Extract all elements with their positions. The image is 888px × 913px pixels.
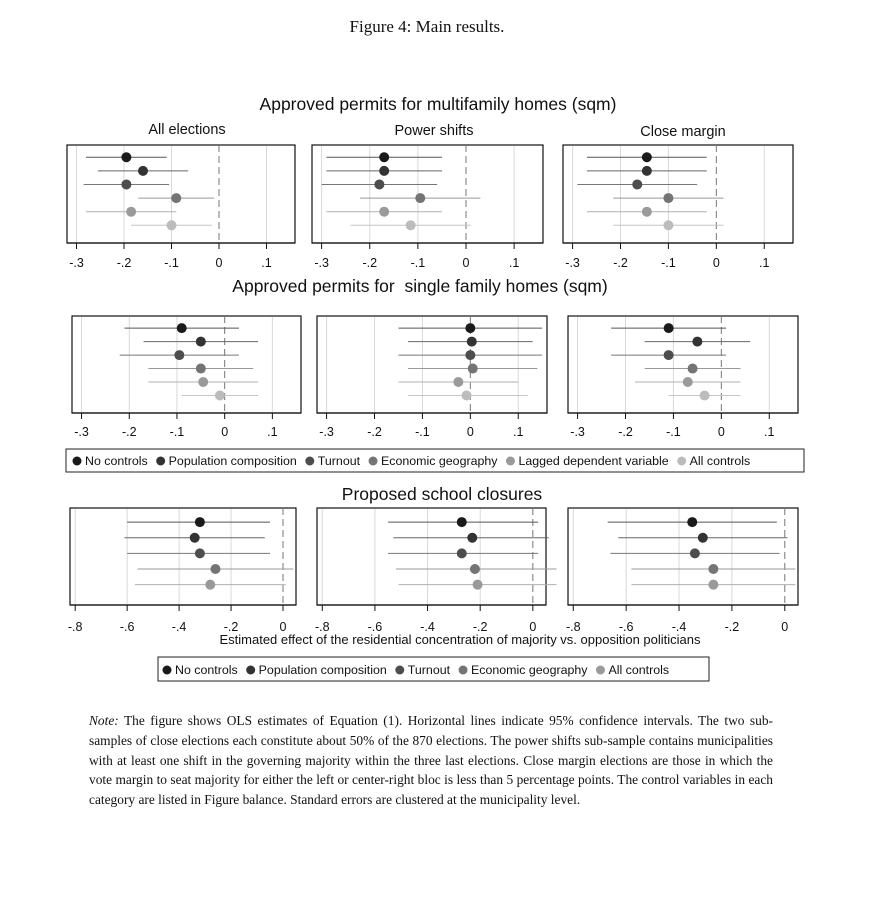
x-tick-label: -.3 [314, 256, 329, 270]
x-tick-label: -.3 [74, 425, 89, 439]
x-tick-label: -.2 [121, 425, 137, 439]
x-tick-label: -.2 [223, 620, 239, 634]
legend-top [73, 454, 751, 468]
legend-entry-label: Population composition [258, 663, 387, 677]
x-tick-label: -.2 [367, 425, 382, 439]
figure-caption: Figure 4: Main results. [349, 17, 505, 36]
estimate-point [708, 580, 718, 590]
x-tick-label: -.3 [570, 425, 585, 439]
estimate-point [379, 207, 389, 217]
figure-note [89, 711, 773, 810]
x-tick-label: -.1 [410, 256, 426, 270]
estimate-point [174, 350, 184, 360]
x-tick-label: 0 [781, 620, 789, 634]
estimate-point [642, 166, 652, 176]
x-tick-label: -.3 [319, 425, 334, 439]
panel-frame [312, 145, 543, 243]
x-tick-label: -.1 [169, 425, 185, 439]
x-tick-label: -.6 [119, 620, 135, 634]
panel-r2-p0 [68, 508, 296, 634]
x-tick-label: -.2 [472, 620, 488, 634]
legend-entry-label: Turnout [407, 663, 451, 677]
legend-marker [369, 457, 378, 466]
estimate-point [687, 517, 697, 527]
estimate-point [632, 179, 642, 189]
estimate-point [457, 548, 467, 558]
x-tick-label: .1 [764, 425, 775, 439]
x-tick-label: -.3 [565, 256, 580, 270]
x-tick-label: -.6 [367, 620, 383, 634]
estimate-point [470, 564, 480, 574]
estimate-point [453, 377, 463, 387]
x-tick-label: 0 [529, 620, 537, 634]
estimate-point [215, 390, 225, 400]
x-tick-label: .1 [261, 256, 272, 270]
legend-marker [596, 666, 605, 675]
panel-title-power-shifts: Power shifts [394, 123, 474, 139]
x-tick-label: 0 [466, 425, 474, 439]
estimate-point [121, 179, 131, 189]
estimate-point [210, 564, 220, 574]
estimate-point [642, 207, 652, 217]
estimate-point [664, 323, 674, 333]
estimate-point [688, 364, 698, 374]
estimate-point [205, 580, 215, 590]
estimate-point [374, 179, 384, 189]
estimate-point [698, 533, 708, 543]
x-tick-label: 0 [215, 256, 223, 270]
x-tick-label: -.6 [618, 620, 634, 634]
legend-marker [156, 457, 165, 466]
x-tick-label: -.2 [362, 256, 378, 270]
note-label: Note: [89, 713, 119, 728]
estimate-point [700, 390, 710, 400]
note-text: The figure shows OLS estimates of Equation (1). Horizontal lines indicate 95% confidence intervals. The two sub-samples of close elections each constitute about 50% of the 870 elections. The power shifts sub-sample contains municipalities with at least one shift in the governing majority within the three last elections. Close margin elections are those in which the vote margin to seat majority for either the left or center-right bloc is less than 5 percentage points. The control variables in each category are listed in Figure balance. Standard errors are clustered at the municipality level. [89, 713, 773, 808]
estimate-point [465, 323, 475, 333]
x-tick-label: 0 [717, 425, 725, 439]
estimate-point [465, 350, 475, 360]
estimate-point [457, 517, 467, 527]
x-axis-label: Estimated effect of the residential concentration of majority vs. opposition politicians [219, 632, 701, 647]
estimate-point [379, 166, 389, 176]
panel-r1-p0 [72, 316, 301, 439]
legend-marker [677, 457, 686, 466]
legend-marker [459, 666, 468, 675]
x-tick-label: -.2 [116, 256, 132, 270]
legend-entry-label: Economic geography [471, 663, 588, 677]
x-tick-label: -.2 [618, 425, 633, 439]
estimate-point [126, 207, 136, 217]
estimate-point [467, 337, 477, 347]
panel-r0-p1 [312, 145, 543, 270]
estimate-point [642, 152, 652, 162]
x-tick-label: -.8 [67, 620, 83, 634]
legend-entry-label: Turnout [317, 454, 361, 468]
x-tick-label: -.3 [69, 256, 84, 270]
x-tick-label: -.4 [420, 620, 435, 634]
estimate-point [195, 517, 205, 527]
legend-entry-label: No controls [85, 454, 148, 468]
estimate-point [379, 152, 389, 162]
row-title-multifamily: Approved permits for multifamily homes (sqm) [259, 94, 617, 114]
x-tick-label: 0 [462, 256, 470, 270]
legend-marker [305, 457, 314, 466]
panel-frame [563, 145, 793, 243]
row-title-school-closures: Proposed school closures [341, 484, 543, 504]
x-tick-label: -.1 [666, 425, 681, 439]
legend-marker [506, 457, 515, 466]
panel-r1-p1 [317, 316, 547, 439]
panel-r0-p2 [563, 145, 793, 270]
estimate-point [473, 580, 483, 590]
x-tick-label: .1 [759, 256, 770, 270]
x-tick-label: 0 [221, 425, 229, 439]
panel-frame [72, 316, 301, 413]
estimate-point [171, 193, 181, 203]
legend-entry-label: Economic geography [381, 454, 498, 468]
panel-r2-p1 [315, 508, 557, 634]
legend-entry-label: All controls [689, 454, 751, 468]
estimate-point [690, 548, 700, 558]
legend-entry-label: Population composition [168, 454, 297, 468]
estimate-point [467, 533, 477, 543]
panel-title-all-elections: All elections [148, 122, 226, 138]
panel-r1-p2 [568, 316, 798, 439]
panels-layer [67, 145, 798, 634]
x-tick-label: -.2 [724, 620, 740, 634]
estimate-point [121, 152, 131, 162]
estimate-point [196, 337, 206, 347]
estimate-point [198, 377, 208, 387]
x-tick-label: -.8 [565, 620, 581, 634]
estimate-point [692, 337, 702, 347]
legend-marker [163, 666, 172, 675]
panel-frame [67, 145, 295, 243]
estimate-point [406, 220, 416, 230]
estimate-point [138, 166, 148, 176]
x-tick-label: .1 [267, 425, 278, 439]
panel-frame [317, 316, 547, 413]
estimate-point [683, 377, 693, 387]
legend-marker [73, 457, 82, 466]
x-tick-label: -.1 [415, 425, 430, 439]
panel-title-close-margin: Close margin [640, 124, 726, 140]
x-tick-label: -.8 [314, 620, 330, 634]
estimate-point [167, 220, 177, 230]
legend-entry-label: Lagged dependent variable [518, 454, 669, 468]
x-tick-label: -.2 [613, 256, 628, 270]
estimate-point [415, 193, 425, 203]
x-tick-label: 0 [279, 620, 287, 634]
x-tick-label: -.4 [171, 620, 187, 634]
estimate-point [195, 548, 205, 558]
x-tick-label: -.1 [164, 256, 179, 270]
x-tick-label: 0 [712, 256, 720, 270]
legend-entry-label: All controls [608, 663, 670, 677]
panel-frame [568, 316, 798, 413]
estimate-point [663, 220, 673, 230]
panel-r0-p0 [67, 145, 295, 270]
panel-r2-p2 [566, 508, 798, 634]
estimate-point [664, 350, 674, 360]
estimate-point [468, 364, 478, 374]
x-tick-label: -.4 [671, 620, 687, 634]
row-title-single-family: Approved permits for single family homes (sqm) [232, 276, 608, 296]
estimate-point [190, 533, 200, 543]
estimate-point [708, 564, 718, 574]
legend-marker [246, 666, 255, 675]
estimate-point [462, 390, 472, 400]
estimate-point [663, 193, 673, 203]
estimate-point [196, 364, 206, 374]
x-tick-label: .1 [513, 425, 524, 439]
legend-marker [395, 666, 404, 675]
estimate-point [177, 323, 187, 333]
x-tick-label: -.1 [661, 256, 676, 270]
x-tick-label: .1 [508, 256, 520, 270]
legend-entry-label: No controls [175, 663, 238, 677]
